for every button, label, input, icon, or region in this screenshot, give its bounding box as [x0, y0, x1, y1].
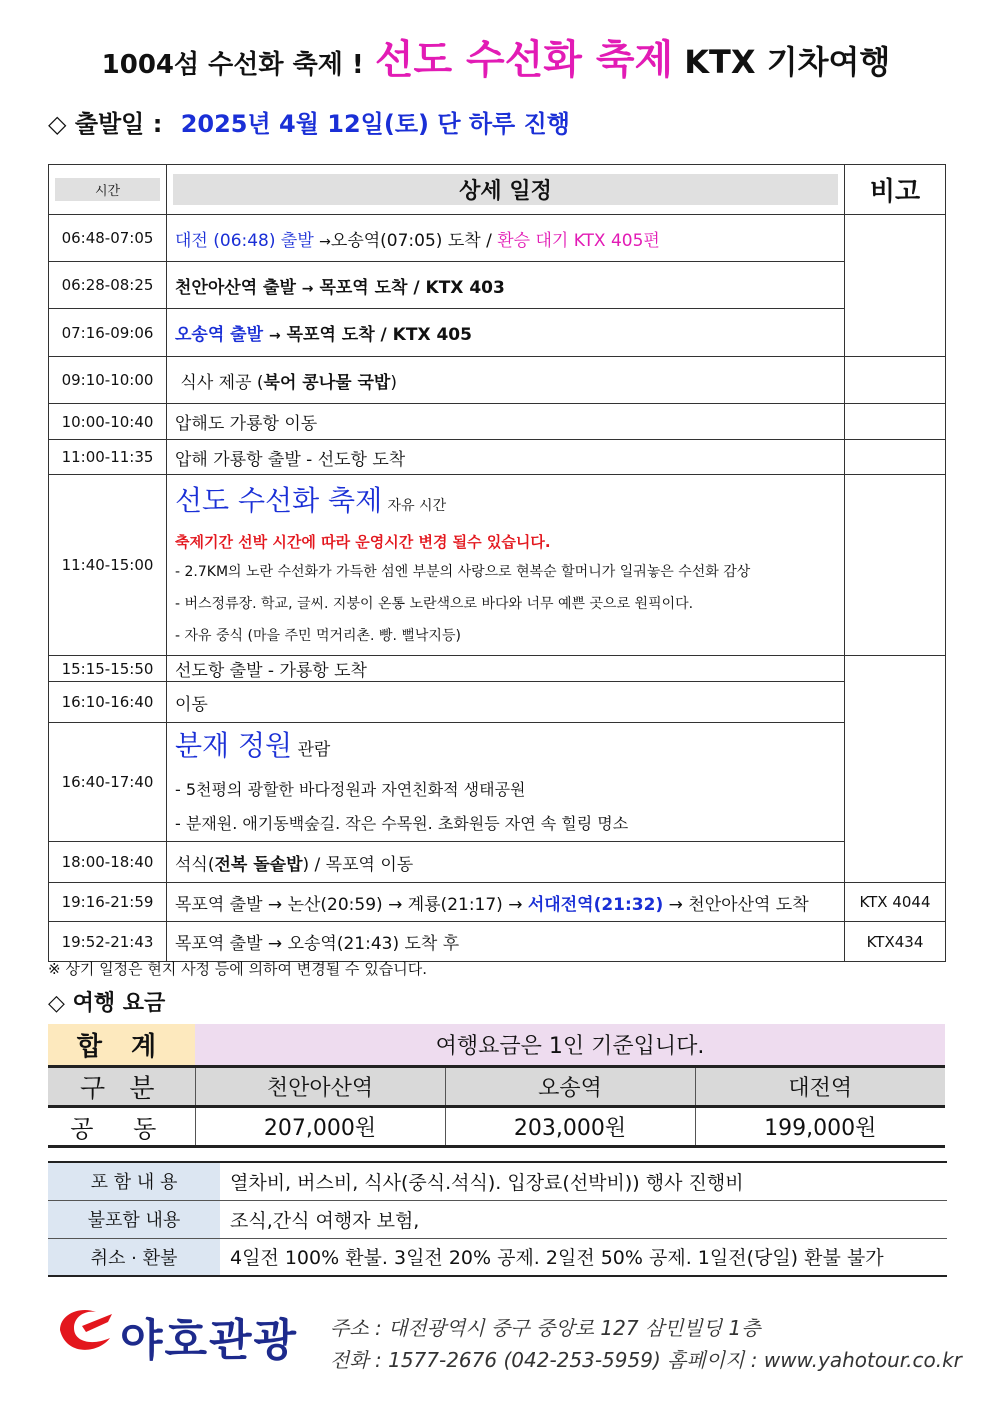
info-row [48, 1238, 947, 1276]
station-header: 오송역 [445, 1066, 695, 1106]
table-row [49, 922, 946, 962]
title-prefix: 1004섬 수선화 축제 ! [101, 50, 364, 80]
row-time: 16:40-17:40 [49, 723, 167, 842]
row-time: 11:40-15:00 [49, 475, 167, 656]
logo-swoosh-icon [52, 1302, 118, 1358]
table-row [49, 357, 946, 404]
table-row [49, 883, 946, 922]
row-note: KTX434 [845, 922, 946, 962]
departure-date: 2025년 4월 12일(토) 단 하루 진행 [180, 110, 570, 138]
row-note [845, 404, 946, 440]
row-time: 07:16-09:06 [49, 309, 167, 357]
table-row [49, 404, 946, 440]
info-label: 불포함 내용 [48, 1200, 220, 1238]
row-time: 09:10-10:00 [49, 357, 167, 404]
station-header: 천안아산역 [195, 1066, 445, 1106]
list-item: - 자유 중식 (마을 주민 먹거리촌. 빵. 뻘낙지등) [175, 627, 461, 644]
row-detail: 압해도 가룡항 이동 [167, 404, 845, 440]
sum-label: 합 계 [48, 1024, 195, 1066]
station-header: 대전역 [695, 1066, 945, 1106]
table-row [49, 475, 946, 656]
info-value: 열차비, 버스비, 식사(중식.석식). 입장료(선박비)) 행사 진행비 [220, 1162, 947, 1200]
row-time: 11:00-11:35 [49, 440, 167, 475]
fee-sum-row [48, 1024, 945, 1066]
row-time: 15:15-15:50 [49, 656, 167, 682]
row-note [845, 475, 946, 656]
list-item: - 5천평의 광할한 바다정원과 자연친화적 생태공원 [175, 780, 526, 799]
table-row [49, 656, 946, 682]
table-row [49, 309, 946, 357]
row-note [845, 440, 946, 475]
table-row [49, 262, 946, 309]
info-label: 취소 · 환불 [48, 1238, 220, 1276]
departure-label: ◇ 출발일 : [48, 110, 163, 138]
header-detail: 상세 일정 [167, 165, 845, 215]
fee-price-row [48, 1106, 945, 1146]
contact-line: 전화 : 1577-2676 (042-253-5959) 홈페이지 : www.yahotour.co.kr [330, 1348, 962, 1372]
list-item: - 버스정류장. 학교, 글씨. 지붕이 온통 노란색으로 바다와 너무 예쁜 곳으로 원픽이다. [175, 595, 694, 612]
row-time: 06:28-08:25 [49, 262, 167, 309]
info-row [48, 1200, 947, 1238]
row-detail: 이동 [167, 682, 845, 723]
sum-text: 여행요금은 1인 기준입니다. [195, 1024, 945, 1066]
row-note [845, 215, 946, 357]
table-row [49, 215, 946, 262]
list-item: - 분재원. 애기동백숲길. 작은 수목원. 초화원등 자연 속 힐링 명소 [175, 814, 629, 833]
row-time: 19:52-21:43 [49, 922, 167, 962]
info-table [48, 1161, 947, 1277]
table-row [49, 682, 946, 723]
company-contact [330, 1312, 962, 1376]
fee-header-row [48, 1066, 945, 1106]
column-label: 구 분 [48, 1066, 195, 1106]
row-detail: 천안아산역 출발 → 목포역 도착 / KTX 403 [167, 262, 845, 309]
title-highlight: 선도 수선화 축제 [374, 37, 674, 83]
info-row [48, 1162, 947, 1200]
row-note [845, 357, 946, 404]
row-time: 06:48-07:05 [49, 215, 167, 262]
page-title [0, 28, 992, 85]
table-row [49, 842, 946, 883]
schedule-header-row [49, 165, 946, 215]
fee-table [48, 1024, 945, 1148]
list-item: - 2.7KM의 노란 수선화가 가득한 섬엔 부분의 사랑으로 현복순 할머니가 일궈놓은 수선화 감상 [175, 563, 751, 580]
price-cell: 203,000원 [445, 1106, 695, 1146]
fee-section-title: ◇ 여행 요금 [48, 991, 166, 1016]
info-label: 포 함 내 용 [48, 1162, 220, 1200]
row-note [845, 656, 946, 883]
row-detail: 대전 (06:48) 출발 →오송역(07:05) 도착 / 환승 대기 KTX 405편 [167, 215, 845, 262]
table-row [49, 723, 946, 842]
row-detail: 분재 정원 관람 - 5천평의 광할한 바다정원과 자연친화적 생태공원 - 분재원. 애기동백숲길. 작은 수목원. 초화원등 자연 속 힐링 명소 [167, 723, 845, 842]
row-detail: 압해 가룡항 출발 - 선도항 도착 [167, 440, 845, 475]
info-value: 4일전 100% 환불. 3일전 20% 공제. 2일전 50% 공제. 1일전(당일) 환불 불가 [230, 1247, 884, 1270]
row-detail: 오송역 출발 → 목포역 도착 / KTX 405 [167, 309, 845, 357]
price-cell: 199,000원 [695, 1106, 945, 1146]
row-detail: 선도항 출발 - 가룡항 도착 [167, 656, 845, 682]
row-detail: 선도 수선화 축제 자유 시간 축제기간 선박 시간에 따라 운영시간 변경 될수 있습니다. - 2.7KM의 노란 수선화가 가득한 섬엔 부분의 사랑으로 현복순 할머니가 일궈놓은 수선화 감상 - 버스정류장. 학교, 글씨. 지붕이 온통 노란색으로 바다와 너무 예쁜 곳으로 원픽이다. - 자유 중식 (마을 주민 먹거리촌. 빵. 뻘낙지등) [167, 475, 845, 656]
row-detail: 석식(전복 돌솥밥) / 목포역 이동 [167, 842, 845, 883]
price-cell: 207,000원 [195, 1106, 445, 1146]
schedule-remark: ※ 상기 일정은 현지 사정 등에 의하여 변경될 수 있습니다. [48, 960, 428, 978]
row-detail: 목포역 출발 → 논산(20:59) → 계룡(21:17) → 서대전역(21:32) → 천안아산역 도착 [167, 883, 845, 922]
event-title: 선도 수선화 축제 [175, 483, 383, 517]
row-label: 공 동 [48, 1106, 195, 1146]
row-time: 19:16-21:59 [49, 883, 167, 922]
row-detail: 목포역 출발 → 오송역(21:43) 도착 후 [167, 922, 845, 962]
event-title: 분재 정원 [175, 729, 293, 762]
row-time: 10:00-10:40 [49, 404, 167, 440]
row-time: 18:00-18:40 [49, 842, 167, 883]
company-logo [52, 1302, 322, 1366]
schedule-table [48, 164, 946, 962]
row-time: 16:10-16:40 [49, 682, 167, 723]
logo-text: 야호관광 [120, 1315, 299, 1366]
row-note: KTX 4044 [845, 883, 946, 922]
row-detail: 식사 제공 (북어 콩나물 국밥) [167, 357, 845, 404]
header-time: 시간 [49, 165, 167, 215]
departure-line [48, 104, 570, 139]
warning-text: 축제기간 선박 시간에 따라 운영시간 변경 될수 있습니다. [175, 532, 551, 551]
title-suffix: KTX 기차여행 [684, 43, 891, 81]
table-row [49, 440, 946, 475]
address-line: 주소 : 대전광역시 중구 중앙로 127 삼민빌딩 1층 [330, 1316, 761, 1340]
header-note: 비고 [845, 165, 946, 215]
info-value: 조식,간식 여행자 보험, [220, 1200, 947, 1238]
